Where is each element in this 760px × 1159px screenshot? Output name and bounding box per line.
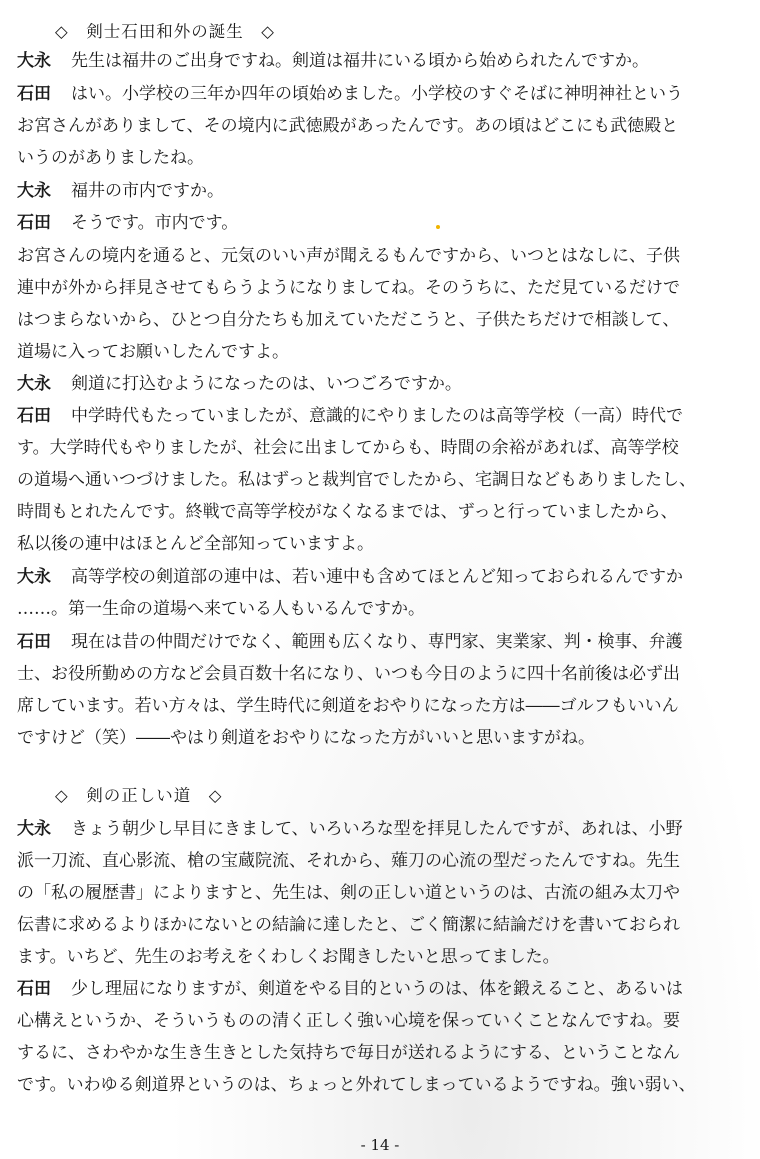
line-text: 伝書に求めるよりほかにないとの結論に達したと、ごく簡潔に結論だけを書いておられ <box>17 915 680 935</box>
dialogue-line <box>17 373 707 395</box>
line-text: 士、お役所勤めの方など会員百数十名になり、いつも今日のように四十名前後は必ず出 <box>17 664 680 684</box>
speaker-name: 石田 <box>17 406 51 426</box>
section-title: ◇ 剣の正しい道 ◇ <box>55 786 223 805</box>
page-number: - 14 - <box>360 1136 400 1154</box>
dialogue-line <box>17 882 707 904</box>
dialogue-line <box>17 727 707 749</box>
line-text: 福井の市内ですか。 <box>71 181 224 201</box>
line-text: いうのがありましたね。 <box>17 148 204 168</box>
line-text: ……。第一生命の道場へ来ている人もいるんですか。 <box>17 599 425 619</box>
line-text: 私以後の連中はほとんど全部知っていますよ。 <box>17 534 374 554</box>
dialogue-line <box>17 405 707 427</box>
speaker-name: 石田 <box>17 979 51 999</box>
line-text: 現在は昔の仲間だけでなく、範囲も広くなり、専門家、実業家、判・検事、弁護 <box>71 632 683 652</box>
line-text: ですけど（笑）――やはり剣道をおやりになった方がいいと思いますがね。 <box>17 728 595 748</box>
dialogue-line <box>17 663 707 685</box>
line-text: 中学時代もたっていましたが、意識的にやりましたのは高等学校（一高）時代で <box>71 406 683 426</box>
dialogue-line <box>17 50 707 72</box>
line-text: 道場に入ってお願いしたんですよ。 <box>17 342 289 362</box>
dialogue-line <box>17 978 707 1000</box>
dialogue-line <box>17 533 707 555</box>
dialogue-line <box>17 566 707 588</box>
dialogue-line <box>17 850 707 872</box>
line-text: お宮さんがありまして、その境内に武徳殿があったんです。あの頃はどこにも武徳殿と <box>17 116 679 136</box>
dialogue-line <box>17 631 707 653</box>
line-text: お宮さんの境内を通ると、元気のいい声が聞えるもんですから、いつとはなしに、子供 <box>17 246 680 266</box>
dialogue-line <box>17 277 707 299</box>
dialogue-line <box>17 1010 707 1032</box>
speaker-name: 大永 <box>17 819 51 839</box>
speaker-name: 大永 <box>17 567 51 587</box>
line-text: 連中が外から拝見させてもらうようになりましてね。そのうちに、ただ見ているだけで <box>17 278 680 298</box>
line-text: の「私の履歴書」によりますと、先生は、剣の正しい道というのは、古流の組み太刀や <box>17 883 680 903</box>
dialogue-line <box>17 115 707 137</box>
line-text: 心構えというか、そういうものの清く正しく強い心境を保っていくことなんですね。要 <box>17 1011 680 1031</box>
speaker-name: 石田 <box>17 213 51 233</box>
line-text: 席しています。若い方々は、学生時代に剣道をおやりになった方は――ゴルフもいいん <box>17 696 679 716</box>
speaker-name: 大永 <box>17 51 51 71</box>
dialogue-line <box>17 1074 707 1096</box>
line-text: 先生は福井のご出身ですね。剣道は福井にいる頃から始められたんですか。 <box>71 51 649 71</box>
line-text: するに、さわやかな生き生きとした気持ちで毎日が送れるようにする、ということなん <box>17 1043 680 1063</box>
line-text: です。いわゆる剣道界というのは、ちょっと外れてしまっているようですね。強い弱い、 <box>17 1075 696 1095</box>
section-title: ◇ 剣士石田和外の誕生 ◇ <box>55 22 275 41</box>
dialogue-line <box>17 83 707 105</box>
dialogue-line <box>17 598 707 620</box>
line-text: そうです。市内です。 <box>71 213 239 233</box>
dialogue-line <box>17 946 707 968</box>
line-text: 高等学校の剣道部の連中は、若い連中も含めてほとんど知っておられるんですか <box>71 567 683 587</box>
speaker-name: 石田 <box>17 632 51 652</box>
dialogue-line <box>17 437 707 459</box>
line-text: の道場へ通いつづけました。私はずっと裁判官でしたから、宅調日などもありましたし、 <box>17 470 696 490</box>
line-text: はい。小学校の三年か四年の頃始めました。小学校のすぐそばに神明神社という <box>71 84 683 104</box>
line-text: きょう朝少し早目にきまして、いろいろな型を拝見したんですが、あれは、小野 <box>71 819 683 839</box>
line-text: 時間もとれたんです。終戦で高等学校がなくなるまでは、ずっと行っていましたから、 <box>17 502 678 522</box>
speaker-name: 大永 <box>17 374 51 394</box>
dialogue-line <box>17 914 707 936</box>
dialogue-line <box>17 469 707 491</box>
line-text: 少し理屈になりますが、剣道をやる目的というのは、体を鍛えること、あるいは <box>71 979 683 999</box>
dialogue-line <box>17 212 707 234</box>
dialogue-line <box>17 309 707 331</box>
line-text: 剣道に打込むようになったのは、いつごろですか。 <box>71 374 462 394</box>
line-text: す。大学時代もやりましたが、社会に出ましてからも、時間の余裕があれば、高等学校 <box>17 438 679 458</box>
dialogue-line <box>17 818 707 840</box>
dialogue-line <box>17 1042 707 1064</box>
line-text: 派一刀流、直心影流、槍の宝蔵院流、それから、薙刀の心流の型だったんですね。先生 <box>17 851 680 871</box>
dialogue-line <box>17 180 707 202</box>
dialogue-line <box>17 341 707 363</box>
dialogue-line <box>17 147 707 169</box>
line-text: はつまらないから、ひとつ自分たちも加えていただこうと、子供たちだけで相談して、 <box>17 310 680 330</box>
speaker-name: 石田 <box>17 84 51 104</box>
speaker-name: 大永 <box>17 181 51 201</box>
dialogue-line <box>17 245 707 267</box>
dialogue-line <box>17 695 707 717</box>
dialogue-line <box>17 501 707 523</box>
line-text: ます。いちど、先生のお考えをくわしくお聞きしたいと思ってました。 <box>17 947 560 967</box>
